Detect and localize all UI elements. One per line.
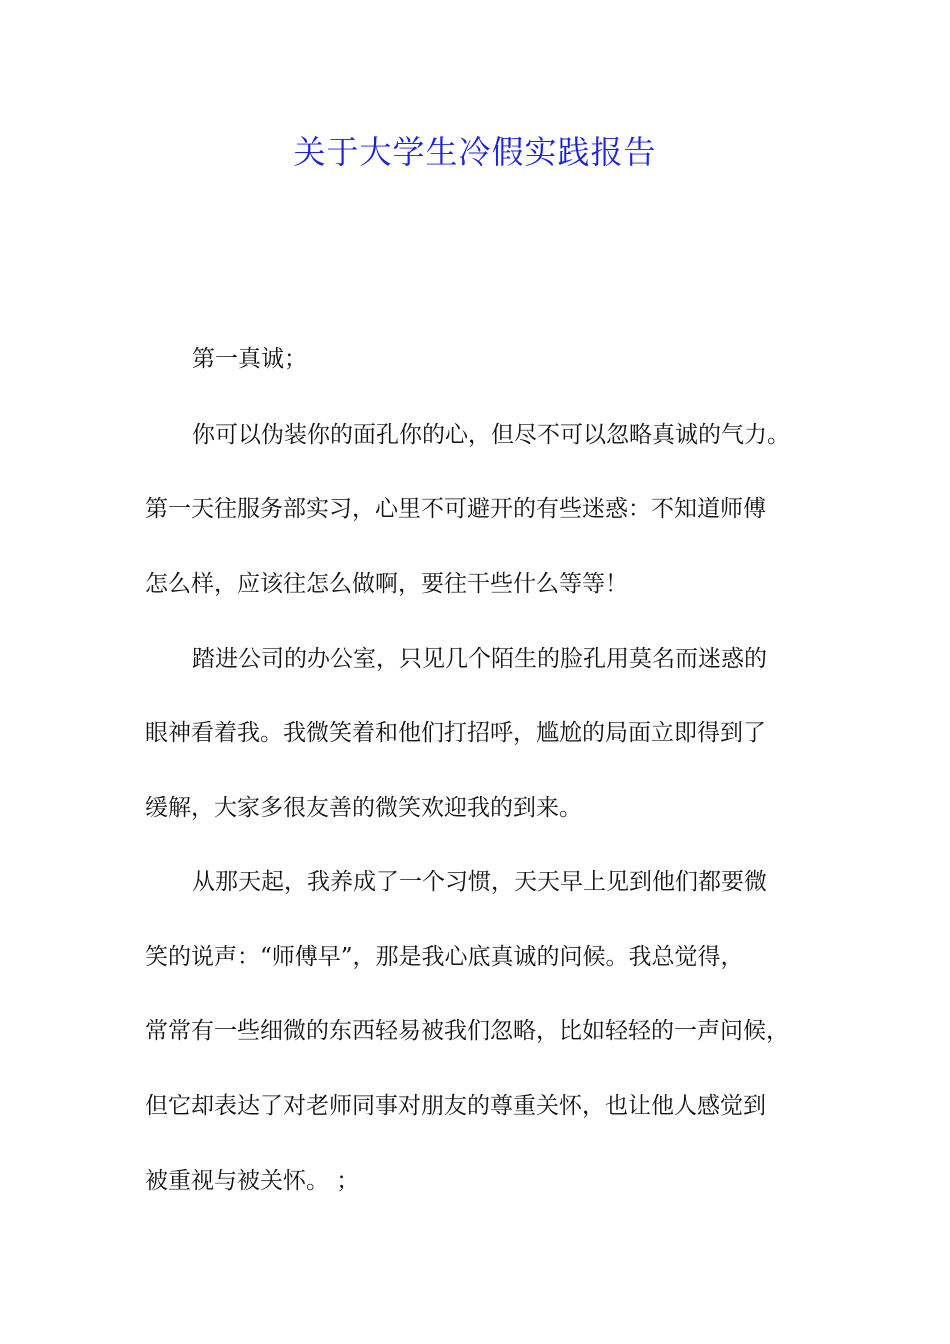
paragraph-line: 被重视与被关怀。 ； <box>145 1168 360 1194</box>
paragraph-line: 常常有一些细微的东西轻易被我们忽略，比如轻轻的一声问候， <box>145 1018 789 1044</box>
paragraph-line: 第一真诚； <box>192 346 307 372</box>
paragraph-line: 从那天起，我养成了一个习惯，天天早上见到他们都要微 <box>192 869 767 895</box>
paragraph-line: 第一天往服务部实习，心里不可避开的有些迷惑：不知道师傅 <box>145 496 766 522</box>
paragraph-line: 踏进公司的办公室，只见几个陌生的脸孔用莫名而迷惑的 <box>192 646 767 672</box>
paragraph-line: 怎么样，应该往怎么做啊，要往干些什么等等！ <box>145 571 628 597</box>
paragraph-line: 眼神看着我。我微笑着和他们打招呼，尴尬的局面立即得到了 <box>145 720 766 746</box>
paragraph-line: 缓解，大家多很友善的微笑欢迎我的到来。 <box>145 795 582 821</box>
paragraph-line: 你可以伪装你的面孔你的心，但尽不可以忽略真诚的气力。 <box>192 422 790 448</box>
paragraph-line: 但它却表达了对老师同事对朋友的尊重关怀，也让他人感觉到 <box>145 1093 766 1119</box>
document-title: 关于大学生冷假实践报告 <box>293 133 657 171</box>
paragraph-line: 笑的说声：“师傅早”，那是我心底真诚的问候。我总觉得， <box>145 944 744 970</box>
